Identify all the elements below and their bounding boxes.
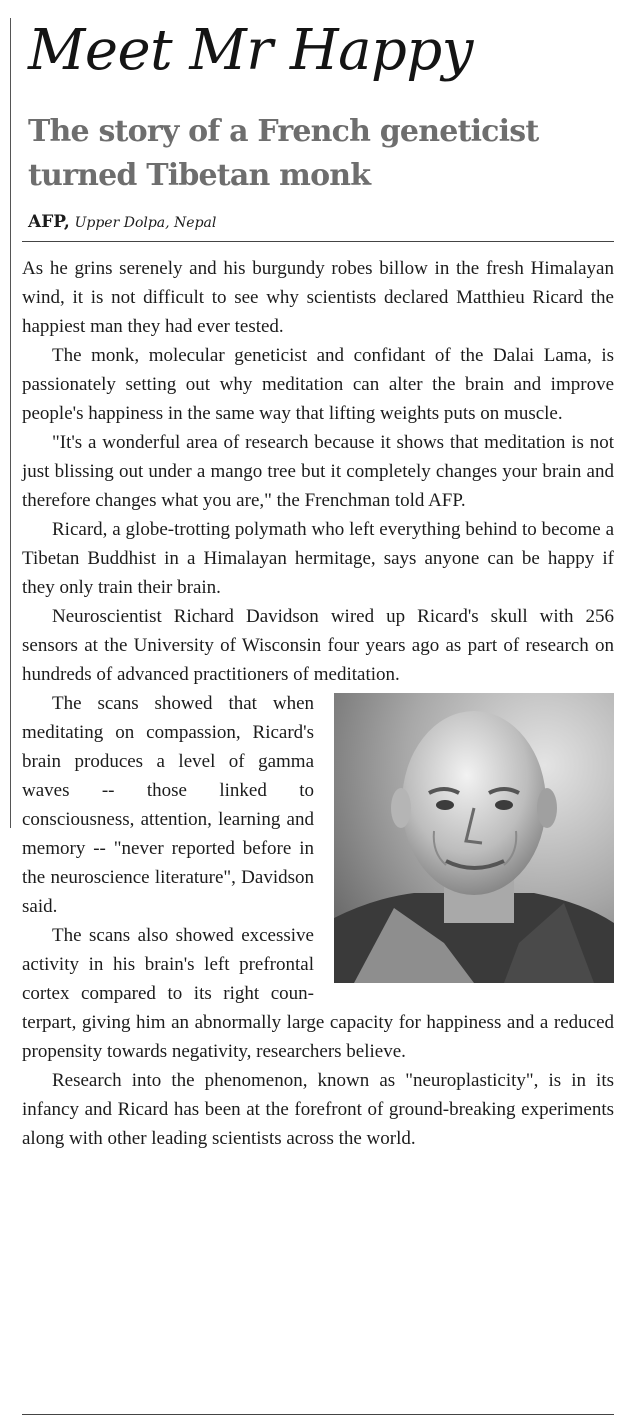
paragraph-8: Research into the phenomenon, known as "neuroplasticity", is in its infancy and Ricard has been at the forefront of ground-breaking experiments along with other leading scientists across the world. <box>22 1070 614 1149</box>
paragraph-5: Neuroscientist Richard Davidson wired up Ricard's skull with 256 sensors at the University of Wisconsin four years ago as part of research on hundreds of advanced practitioners of meditation. <box>22 606 614 685</box>
paragraph-3: "It's a wonderful area of research because it shows that meditation is not just blissing out under a mango tree but it completely changes your brain and therefore changes what you are," the Frenchman told AFP. <box>22 432 614 511</box>
subheadline: The story of a French geneticist turned Tibetan monk <box>28 114 539 193</box>
article-body <box>22 254 614 1153</box>
bottom-divider <box>22 1414 614 1415</box>
paragraph-4: Ricard, a globe-trotting polymath who left everything behind to become a Tibetan Buddhist in a Himalayan hermitage, says anyone can be happy if they only train their brain. <box>22 519 614 598</box>
paragraph-7: The scans also showed excessive activity in his brain's left prefrontal cortex compared to its right counterpart, giving him an abnormally large capacity for happiness and a reduced propensity towards negativity, researchers believe. <box>22 925 614 1062</box>
column-rule <box>10 18 11 828</box>
top-divider <box>22 241 614 242</box>
paragraph-1: As he grins serenely and his burgundy robes billow in the fresh Himalayan wind, it is not difficult to see why scientists declared Matthieu Ricard the happiest man they had ever tested. <box>22 258 614 337</box>
headline: Meet Mr Happy <box>28 18 473 83</box>
byline <box>28 212 216 233</box>
paragraph-2: The monk, molecular geneticist and confidant of the Dalai Lama, is passionately setting out why meditation can alter the brain and improve people's happiness in the same way that lifting weights puts on muscle. <box>22 345 614 424</box>
byline-location: Upper Dolpa, Nepal <box>74 215 217 231</box>
portrait-photo <box>334 693 614 983</box>
paragraph-6: The scans showed that when meditating on compassion, Ricard's brain produces a level of gamma waves -- those linked to consciousness, attention, learning and memory -- "never reported before in the neuroscience literature", Davidson said. <box>22 693 314 917</box>
byline-agency: AFP, <box>28 212 70 232</box>
portrait-illustration <box>334 693 614 983</box>
